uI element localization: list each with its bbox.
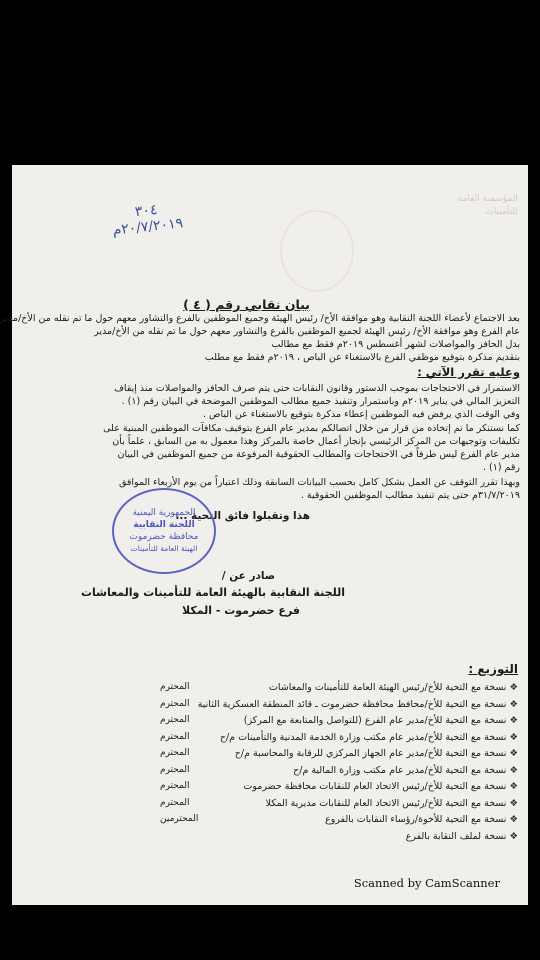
- distribution-honorific: المحترم: [160, 682, 190, 692]
- point-line-8: وبهذا تقرر التوقف عن العمل بشكل كامل بحسب البيانات السابقة وذلك اعتباراً من يوم الأربعاء الموافق: [118, 477, 520, 488]
- point-line-3: وفي الوقت الذي يرفض فيه الموظفين إعطاء مذكرة بتوقيع بالاستغناء عن الباص .: [203, 409, 520, 420]
- distribution-item: [325, 814, 518, 825]
- distribution-item: [220, 732, 518, 743]
- distribution-item: [243, 781, 518, 792]
- point-line-6: مدير عام الفرع ليس طرفاً في الاحتجاجات والمطالب الحقوقية المرفوعة من جميع الموظفين في البيان: [117, 449, 520, 460]
- bullet-icon: ❖: [506, 830, 518, 842]
- scanned-document: [12, 165, 528, 905]
- distribution-text: نسخة مع التحية للأخ/رئيس الاتحاد العام للنقابات مديرية المكلا: [265, 797, 507, 809]
- distribution-heading: التوزيع :: [468, 662, 518, 676]
- point-line-1: الاستمرار في الاحتجاجات بموجب الدستور وقانون النقابات حتى يتم صرف الحافز والمواصلات منذ إيقاف: [114, 383, 520, 394]
- bullet-icon: ❖: [506, 682, 518, 693]
- distribution-text: نسخة مع التحية للأخ/رئيس الهيئة العامة للتأمينات والمعاشات: [268, 682, 507, 693]
- point-line-7: رقم (١) .: [482, 462, 520, 473]
- intro-line-1: بعد الاجتماع لأعضاء اللجنة النقابية وهو موافقة الأخ/ رئيس الهيئة وجميع الموظفين بالفرع والتشاور معهم حول ما تم نقله من الأخ/مدير: [0, 313, 520, 324]
- distribution-text: نسخة مع التحية للأخ/رئيس الاتحاد العام للنقابات محافظة حضرموت: [243, 781, 507, 792]
- distribution-item: [244, 715, 518, 726]
- intro-line-3: بدل الحافز والمواصلات لشهر أغسطس ٢٠١٩م فقط مع مطالب: [271, 339, 520, 350]
- bullet-icon: ❖: [506, 797, 518, 809]
- point-line-4: كما نستنكر ما تم إتخاذه من قرار من خلال اتصالكم بمدير عام الفرع بتوقيف مكافآت الموظفين المبنية على: [103, 423, 520, 434]
- distribution-text: نسخة لملف النقابة بالفرع: [405, 830, 507, 842]
- ref-number: ٣٠٤: [134, 201, 159, 221]
- official-stamp-icon: الجمهورية اليمنية اللجنة النقابية محافظة حضرموت الهيئة العامة للتأمينات: [112, 488, 216, 574]
- bullet-icon: ❖: [506, 715, 518, 726]
- distribution-honorific: المحترمين: [160, 814, 199, 824]
- distribution-text: نسخة مع التحية للأخ/مدير عام الجهاز المركزي للرقابة والمحاسبة م/ح: [234, 748, 507, 759]
- distribution-honorific: المحترم: [160, 764, 190, 775]
- decision-heading: وعليه تقرر الآتي :: [417, 365, 520, 379]
- distribution-honorific: المحترم: [160, 748, 190, 758]
- distribution-honorific: المحترم: [160, 715, 190, 725]
- bullet-icon: ❖: [506, 748, 518, 759]
- point-line-2: التعزيز المالي في يناير ٢٠١٩م وباستمرار وتنفيذ جميع مطالب الموظفين الموضحة في البيان رقم (١) .: [121, 396, 520, 407]
- distribution-item: [198, 699, 518, 710]
- bullet-icon: ❖: [506, 764, 518, 776]
- statement-title: بيان نقابي رقم ( ٤ ): [183, 297, 310, 312]
- signatory-line-2: فرع حضرموت - المكلا: [181, 604, 300, 617]
- closing-greeting: هذا وتقبلوا فائق التحية ...: [175, 510, 310, 522]
- distribution-honorific: المحترم: [160, 781, 190, 791]
- reference-number: [101, 198, 194, 239]
- distribution-item: [235, 748, 518, 759]
- bullet-icon: ❖: [506, 731, 518, 743]
- intro-line-2: عام الفرع وهو موافقة الأخ/ رئيس الهيئة لجميع الموظفين بالفرع والتشاور معهم حول ما تم نقله من الأخ/مدير: [94, 326, 520, 337]
- distribution-honorific: المحترم: [160, 731, 190, 742]
- distribution-text: نسخة مع التحية للأخ/محافظ محافظة حضرموت ـ قائد المنطقة العسكرية الثانية: [197, 698, 507, 710]
- signatory-line-1: اللجنة النقابية بالهيئة العامة للتأمينات والمعاشات: [80, 586, 345, 599]
- distribution-item: [269, 682, 518, 693]
- distribution-item: [293, 765, 518, 776]
- faded-emblem-icon: [280, 210, 354, 292]
- bullet-icon: ❖: [506, 698, 518, 710]
- ref-date: ٢٠/٧/٢٠١٩م: [111, 215, 184, 239]
- point-line-5: تكليفات وتوجيهات من المركز الرئيسي بإنجاز أعمال خاصة بالمركز وهذا معمول به من السابق ، علماً بأن: [112, 436, 520, 447]
- issued-from: صادر عن /: [221, 570, 275, 582]
- faded-letterhead: المؤسسة العامة للتأمينات: [457, 194, 518, 217]
- distribution-text: نسخة مع التحية للأخ/مدير عام مكتب وزارة الخدمة المدنية والتأمينات م/ح: [219, 731, 507, 743]
- distribution-item: [406, 831, 518, 842]
- distribution-text: نسخة مع التحية للأخ/مدير عام مكتب وزارة المالية م/ح: [293, 764, 507, 776]
- distribution-honorific: المحترم: [160, 797, 190, 808]
- distribution-honorific: المحترم: [160, 698, 190, 709]
- bullet-icon: ❖: [506, 814, 518, 825]
- distribution-text: نسخة مع التحية للأخ/مدير عام الفرع (للتواصل والمتابعة مع المركز): [243, 715, 507, 726]
- distribution-item: [266, 798, 518, 809]
- scanner-watermark: Scanned by CamScanner: [353, 876, 500, 890]
- point-line-9: ٣١/٧/٢٠١٩م حتى يتم تنفيذ مطالب الموظفين الحقوقية .: [300, 490, 520, 501]
- distribution-text: نسخة مع التحية للأخوة/رؤساء النقابات بالفروع: [325, 814, 507, 825]
- bullet-icon: ❖: [506, 781, 518, 792]
- intro-line-4: بتقديم مذكرة بتوقيع موظفي الفرع بالاستغناء عن الباص ، ٢٠١٩م فقط مع مطلب: [204, 352, 520, 363]
